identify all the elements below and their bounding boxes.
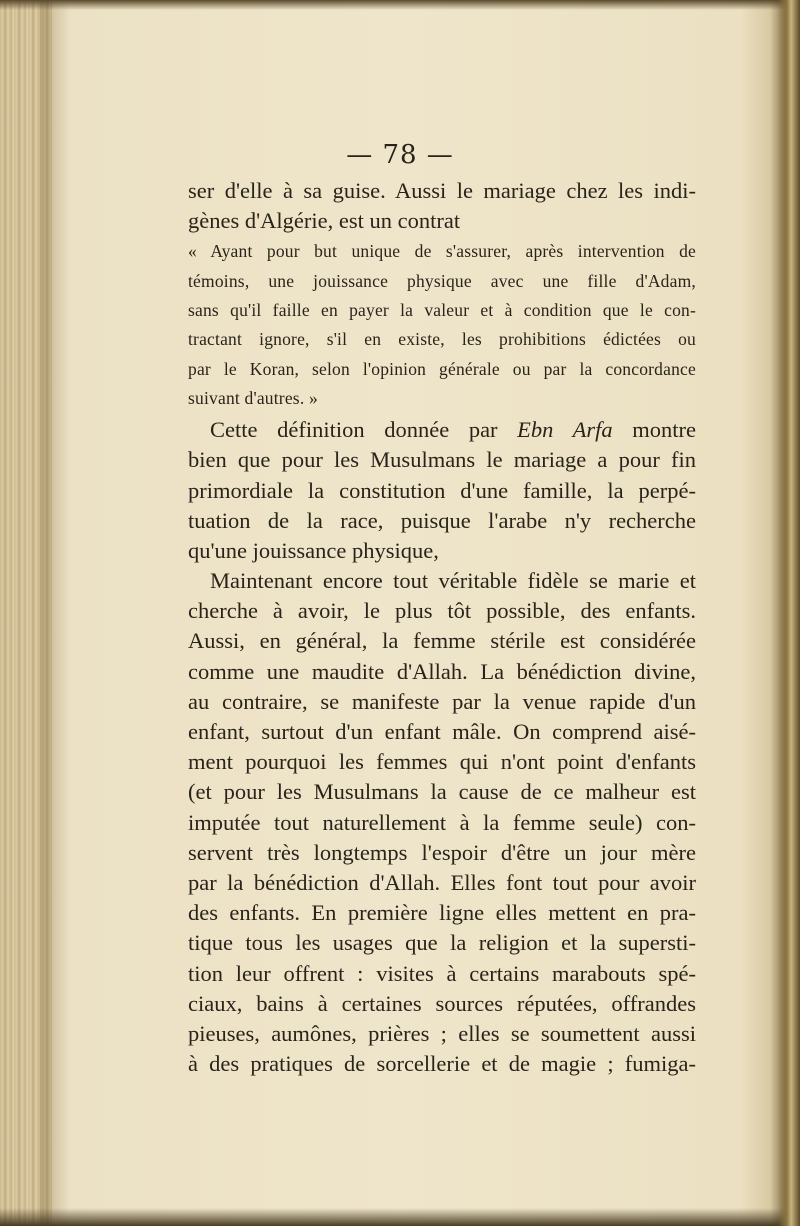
quote-line: sans qu'il faille en payer la valeur et à condition que le con- <box>188 299 696 320</box>
text-line: Maintenant encore tout véritable fidèle se marie et <box>210 568 696 594</box>
text-fragment: montre <box>632 417 696 443</box>
text-line: au contraire, se manifeste par la venue rapide d'un <box>188 688 696 714</box>
text-line <box>188 415 696 445</box>
text-line: gènes d'Algérie, est un contrat <box>188 208 461 234</box>
quoted-definition <box>188 237 696 413</box>
text-line: pieuses, aumônes, prières ; elles se soumettent aussi <box>188 1020 696 1046</box>
text-line: (et pour les Musulmans la cause de ce malheur est <box>188 779 696 805</box>
text-line: tion leur offrent : visites à certains marabouts spé- <box>188 960 696 986</box>
right-page-edge <box>778 0 800 1226</box>
text-line: tuation de la race, puisque l'arabe n'y recherche <box>188 507 696 533</box>
quote-line: tractant ignore, s'il en existe, les prohibitions édictées ou <box>188 329 696 350</box>
text-line: imputée tout naturellement à la femme seule) con- <box>188 809 696 835</box>
text-line: des enfants. En première ligne elles mettent en pra- <box>188 900 696 926</box>
quote-line: « Ayant pour but unique de s'assurer, après intervention de <box>188 241 696 262</box>
bottom-page-edge <box>0 1208 800 1226</box>
text-line: servent très longtemps l'espoir d'être un jour mère <box>188 839 696 865</box>
text-line: primordiale la constitution d'une famille, la perpé- <box>188 477 696 503</box>
quote-line: suivant d'autres. » <box>188 387 318 408</box>
text-line: enfant, surtout d'un enfant mâle. On comprend aisé- <box>188 719 696 745</box>
text-line: cherche à avoir, le plus tôt possible, des enfants. <box>188 598 696 624</box>
text-line: ciaux, bains à certaines sources réputées, offrandes <box>188 990 696 1016</box>
text-line: tique tous les usages que la religion et la supersti- <box>188 930 696 956</box>
quote-line: par le Koran, selon l'opinion générale ou par la concordance <box>188 358 696 379</box>
page-number: — 78 — <box>346 140 454 170</box>
top-page-edge <box>0 0 800 10</box>
text-line: ment pourquoi les femmes qui n'ont point d'enfants <box>188 749 696 775</box>
text-line: ser d'elle à sa guise. Aussi le mariage chez les indi- <box>188 178 696 203</box>
text-line: à des pratiques de sorcellerie et de magie ; fumiga- <box>188 1051 696 1077</box>
text-line: par la bénédiction d'Allah. Elles font tout pour avoir <box>188 869 696 895</box>
author-name: Ebn Arfa <box>517 417 613 443</box>
paragraph-ebn-arfa <box>188 415 696 566</box>
text-line: comme une maudite d'Allah. La bénédiction divine, <box>188 658 696 684</box>
body-text <box>188 176 696 1079</box>
text-fragment: Cette définition donnée par <box>210 417 498 443</box>
gutter-shadow <box>40 0 70 1226</box>
intro-block <box>188 176 696 236</box>
paragraph-maintenant <box>188 566 696 1079</box>
text-line: qu'une jouissance physique, <box>188 537 439 563</box>
text-line: bien que pour les Musulmans le mariage a pour fin <box>188 447 696 473</box>
quote-line: témoins, une jouissance physique avec une fille d'Adam, <box>188 270 696 291</box>
text-line: Aussi, en général, la femme stérile est considérée <box>188 628 696 654</box>
